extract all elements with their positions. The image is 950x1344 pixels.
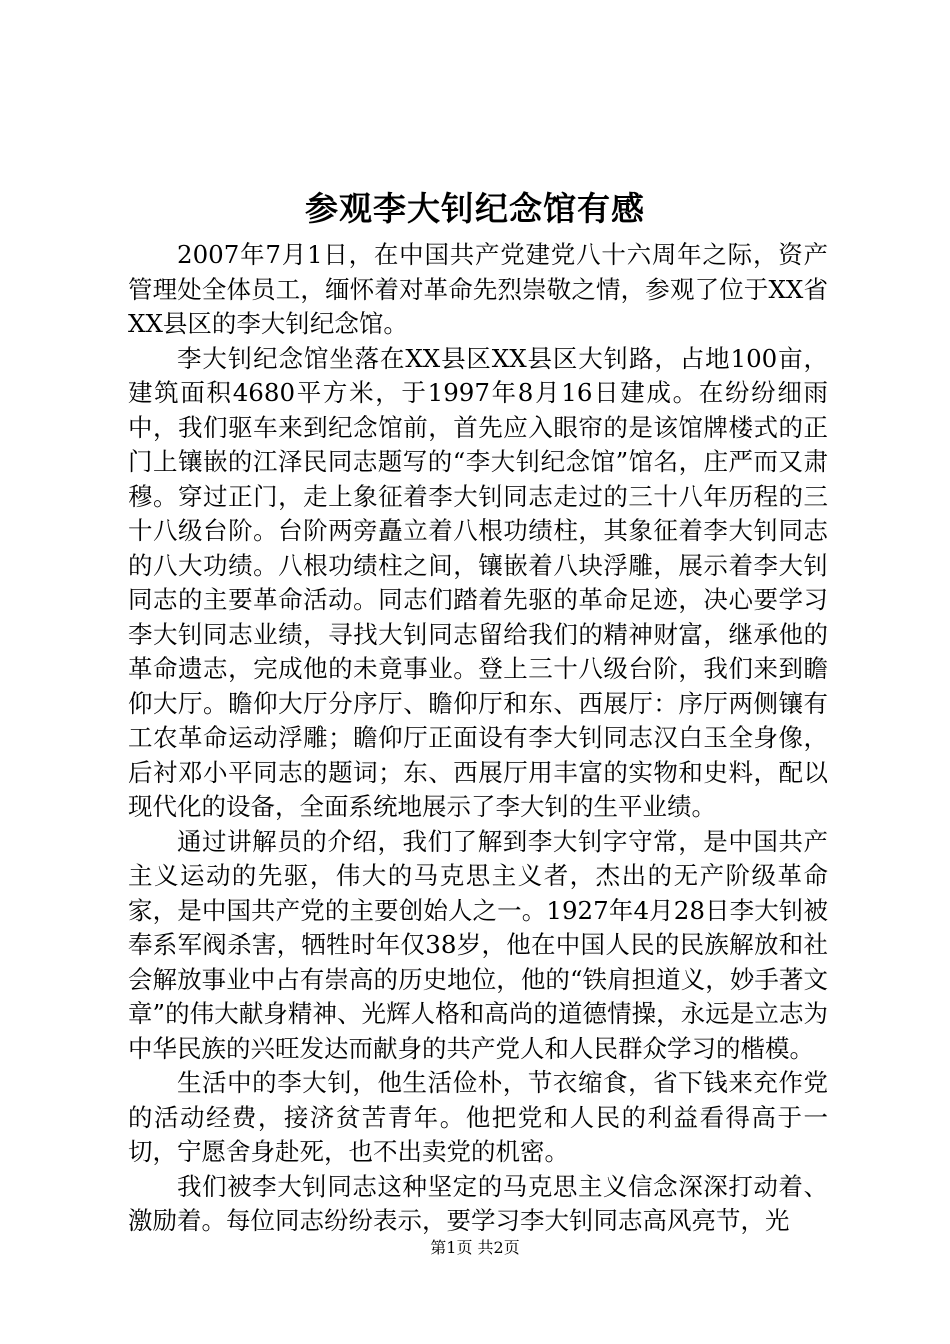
page-number-footer: 第1页 共2页 <box>430 1238 520 1257</box>
paragraph-3: 通过讲解员的介绍，我们了解到李大钊字守常，是中国共产主义运动的先驱，伟大的马克思主义者，杰出的无产阶级革命家，是中国共产党的主要创始人之一。1927年4月28日李大钊被奉系军阀杀害，牺牲时年仅38岁，他在中国人民的民族解放和社会解放事业中占有崇高的历史地位，他的“铁肩担道义，妙手著文章”的伟大献身精神、光辉人格和高尚的道德情操，永远是立志为中华民族的兴旺发达而献身的共产党人和人民群众学习的楷模。 <box>128 826 828 1063</box>
paragraph-2: 李大钊纪念馆坐落在XX县区XX县区大钊路，占地100亩，建筑面积4680平方米，于1997年8月16日建成。在纷纷细雨中，我们驱车来到纪念馆前，首先应入眼帘的是该馆牌楼式的正门上镶嵌的江泽民同志题写的“李大钊纪念馆”馆名，庄严而又肃穆。穿过正门，走上象征着李大钊同志走过的三十八年历程的三十八级台阶。台阶两旁矗立着八根功绩柱，其象征着李大钊同志的八大功绩。八根功绩柱之间，镶嵌着八块浮雕，展示着李大钊同志的主要革命活动。同志们踏着先驱的革命足迹，决心要学习李大钊同志业绩，寻找大钊同志留给我们的精神财富，继承他的革命遗志，完成他的未竟事业。登上三十八级台阶，我们来到瞻仰大厅。瞻仰大厅分序厅、瞻仰厅和东、西展厅：序厅两侧镶有工农革命运动浮雕；瞻仰厅正面设有李大钊同志汉白玉全身像，后衬邓小平同志的题词；东、西展厅用丰富的实物和史料，配以现代化的设备，全面系统地展示了李大钊的生平业绩。 <box>128 343 828 821</box>
document-body <box>128 238 828 1239</box>
document-title: 参观李大钊纪念馆有感 <box>305 189 645 228</box>
paragraph-1: 2007年7月1日，在中国共产党建党八十六周年之际，资产管理处全体员工，缅怀着对革命先烈崇敬之情，参观了位于XX省XX县区的李大钊纪念馆。 <box>128 240 828 338</box>
paragraph-5: 我们被李大钊同志这种坚定的马克思主义信念深深打动着、激励着。每位同志纷纷表示，要学习李大钊同志高风亮节，光 <box>128 1171 828 1235</box>
paragraph-4: 生活中的李大钊，他生活俭朴，节衣缩食，省下钱来充作党的活动经费，接济贫苦青年。他把党和人民的利益看得高于一切，宁愿舍身赴死，也不出卖党的机密。 <box>128 1068 828 1166</box>
